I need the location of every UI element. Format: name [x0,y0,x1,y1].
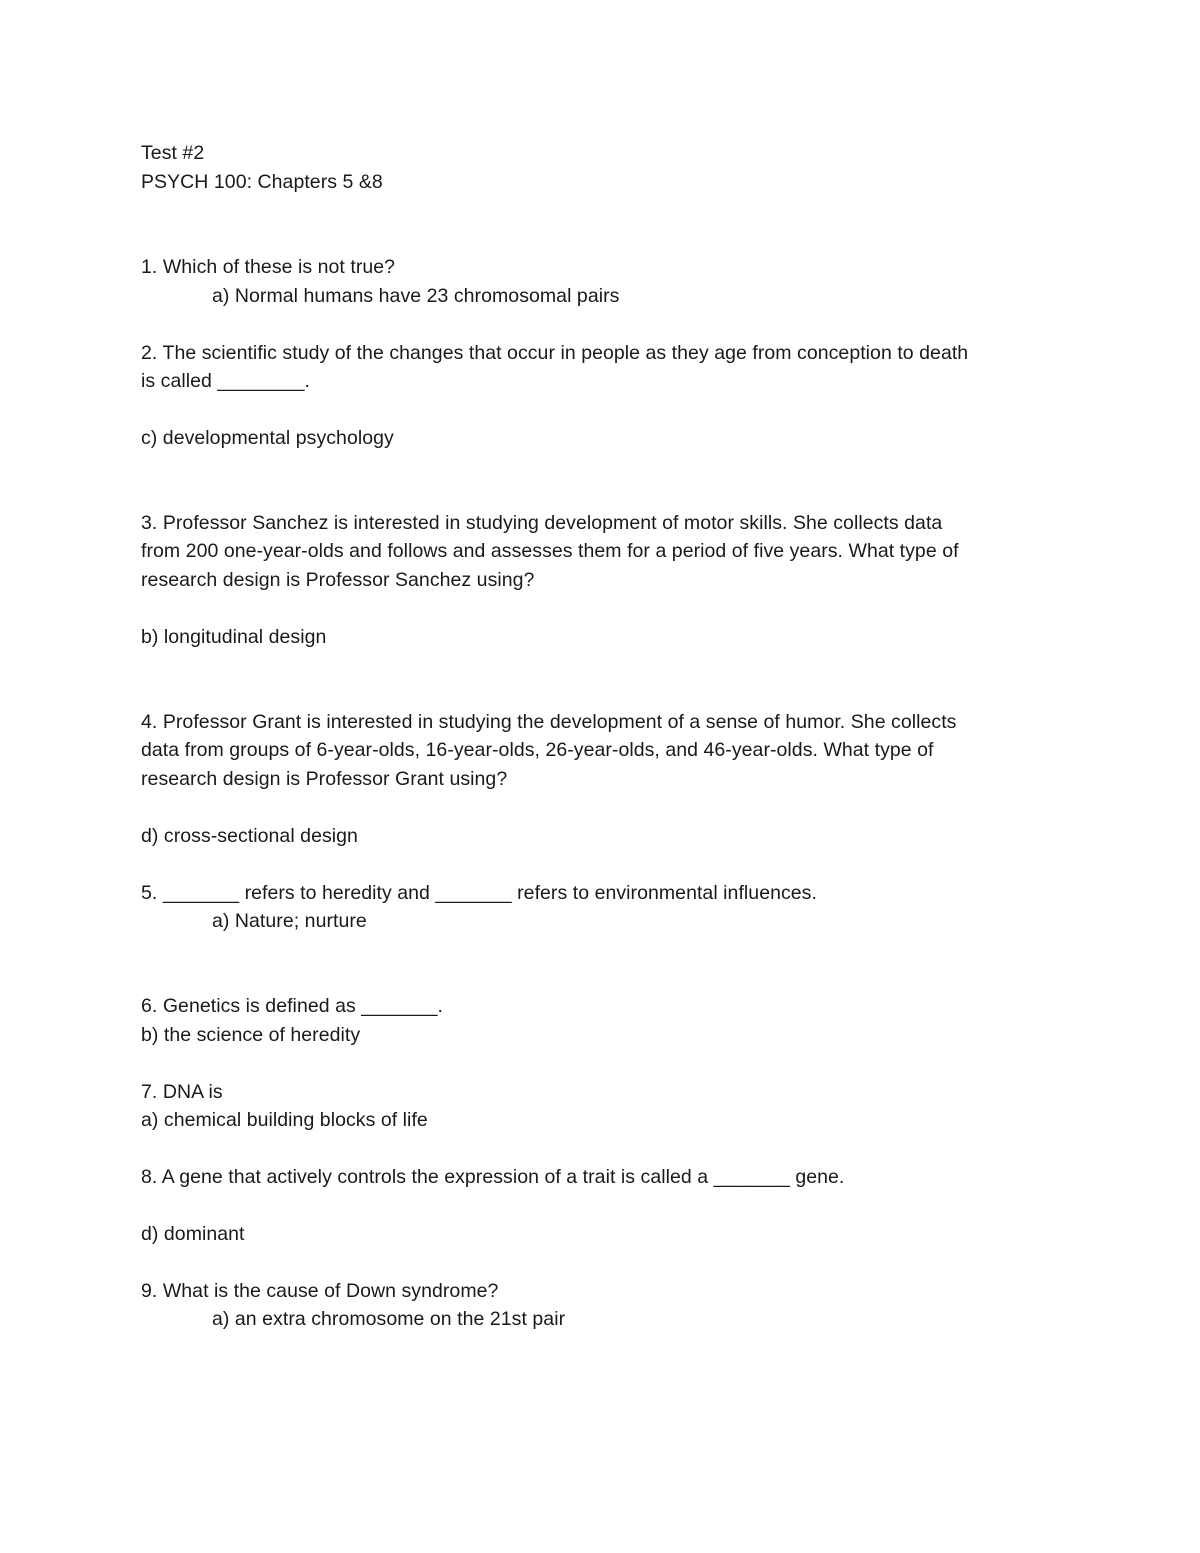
question-4-answer: d) cross-sectional design [141,825,358,847]
question-1-answer: a) Normal humans have 23 chromosomal pairs [212,285,620,307]
question-4-text-line-2: data from groups of 6-year-olds, 16-year-olds, 26-year-olds, and 46-year-olds. What type of [141,739,934,761]
question-1-text: 1. Which of these is not true? [141,256,396,278]
question-3-answer: b) longitudinal design [141,626,327,648]
question-3-text-line-2: from 200 one-year-olds and follows and assesses them for a period of five years. What type of [141,540,959,562]
question-2-text-line-1: 2. The scientific study of the changes that occur in people as they age from conception to death [141,342,969,364]
question-8-answer: d) dominant [141,1223,245,1245]
question-5-text: 5. _______ refers to heredity and _______ refers to environmental influences. [141,882,817,904]
question-4-text-line-3: research design is Professor Grant using? [141,768,508,790]
question-4-text-line-1: 4. Professor Grant is interested in studying the development of a sense of humor. She collects [141,711,957,733]
test-title: Test #2 [141,142,205,164]
question-3-text-line-3: research design is Professor Sanchez using? [141,569,535,591]
question-5-answer: a) Nature; nurture [212,910,367,932]
question-7-answer: a) chemical building blocks of life [141,1109,428,1131]
question-3-text-line-1: 3. Professor Sanchez is interested in studying development of motor skills. She collects data [141,512,943,534]
question-6-answer: b) the science of heredity [141,1024,361,1046]
course-subtitle: PSYCH 100: Chapters 5 &8 [141,171,383,193]
question-6-text: 6. Genetics is defined as _______. [141,995,443,1017]
question-2-answer: c) developmental psychology [141,427,394,449]
question-8-text: 8. A gene that actively controls the expression of a trait is called a _______ gene. [141,1166,845,1188]
question-2-text-line-2: is called ________. [141,370,310,392]
question-9-answer: a) an extra chromosome on the 21st pair [212,1308,566,1330]
question-9-text: 9. What is the cause of Down syndrome? [141,1280,499,1302]
question-7-text: 7. DNA is [141,1081,223,1103]
